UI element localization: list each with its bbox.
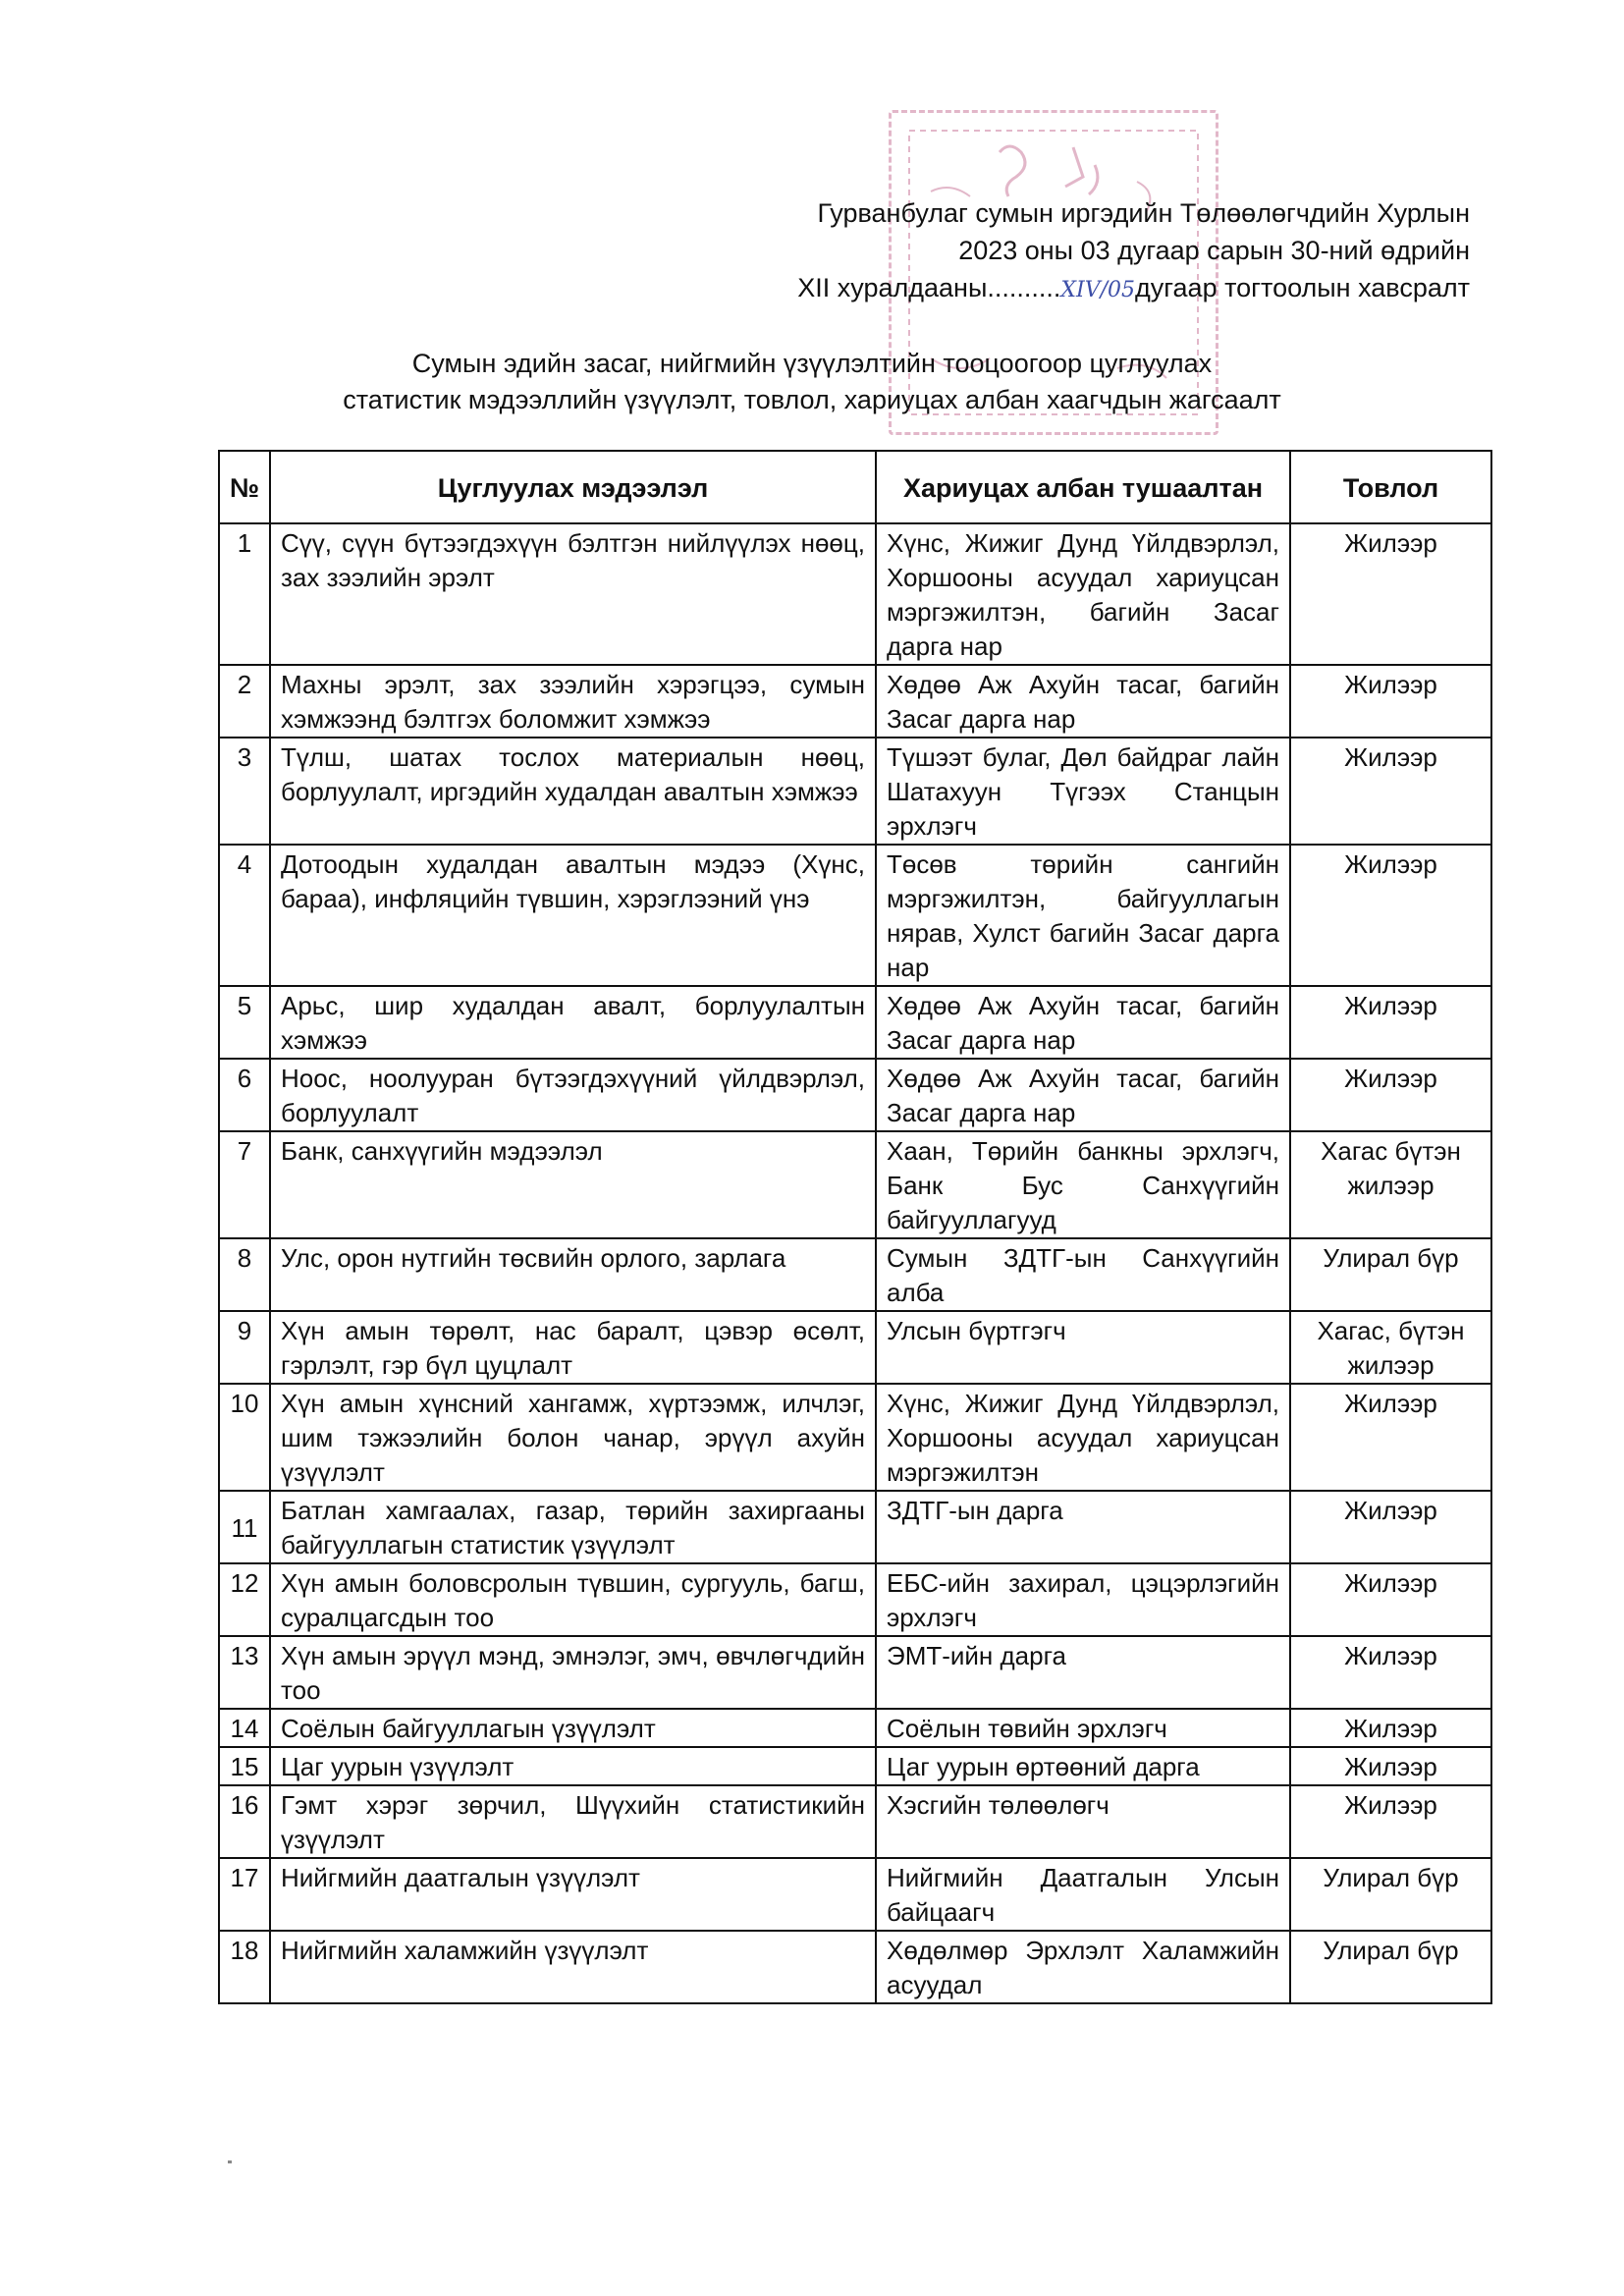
header-responsible: Хариуцах албан тушаалтан <box>876 451 1290 523</box>
row-responsible: Соёлын төвийн эрхлэгч <box>876 1709 1290 1747</box>
row-responsible: ЗДТГ-ын дарга <box>876 1491 1290 1563</box>
row-responsible: ЭМТ-ийн дарга <box>876 1636 1290 1709</box>
title-line-1: Сумын эдийн засаг, нийгмийн үзүүлэлтийн тооцоогоор цуглуулах <box>411 349 1213 378</box>
statistics-table <box>218 450 1492 2004</box>
resolution-session: XII хуралдааны <box>797 273 988 302</box>
row-period: Жилээр <box>1290 665 1491 738</box>
row-info: Улс, орон нутгийн төсвийн орлого, зарлага <box>270 1238 876 1311</box>
row-responsible: Хүнс, Жижиг Дунд Үйлдвэрлэл, Хоршооны асуудал хариуцсан мэргэжилтэн <box>876 1384 1290 1491</box>
row-number: 12 <box>219 1563 270 1636</box>
header-info: Цуглуулах мэдээлэл <box>270 451 876 523</box>
resolution-number-fill: .......... <box>987 273 1061 302</box>
table-row <box>219 1131 1491 1238</box>
table-row <box>219 1384 1491 1491</box>
table-row <box>219 1311 1491 1384</box>
table-header-row <box>219 451 1491 523</box>
row-number: 17 <box>219 1858 270 1931</box>
row-info: Нийгмийн халамжийн үзүүлэлт <box>270 1931 876 2003</box>
row-responsible: Хөдөлмөр Эрхлэлт Халамжийн асуудал <box>876 1931 1290 2003</box>
row-info: Нийгмийн даатгалын үзүүлэлт <box>270 1858 876 1931</box>
table-row <box>219 665 1491 738</box>
row-number: 15 <box>219 1747 270 1785</box>
row-period: Хагас, бүтэн жилээр <box>1290 1311 1491 1384</box>
row-number: 7 <box>219 1131 270 1238</box>
table-row <box>219 1059 1491 1131</box>
row-responsible: Төсөв төрийн сангийн мэргэжилтэн, байгууллагын нярав, Хулст багийн Засаг дарга нар <box>876 845 1290 986</box>
title-line-2: статистик мэдээллийн үзүүлэлт, товлол, хариуцах албан хаагчдын жагсаалт <box>343 385 1281 414</box>
row-number: 13 <box>219 1636 270 1709</box>
table-row <box>219 1747 1491 1785</box>
row-period: Улирал бүр <box>1290 1858 1491 1931</box>
header-line-council: Гурванбулаг сумын иргэдийн Төлөөлөгчдийн Хурлын <box>817 198 1470 228</box>
row-info: Хүн амын боловсролын түвшин, сургууль, багш, суралцагсдын тоо <box>270 1563 876 1636</box>
row-period: Жилээр <box>1290 1384 1491 1491</box>
row-responsible: Нийгмийн Даатгалын Улсын байцаагч <box>876 1858 1290 1931</box>
row-period: Жилээр <box>1290 845 1491 986</box>
table-row <box>219 1491 1491 1563</box>
row-period: Жилээр <box>1290 1747 1491 1785</box>
row-info: Гэмт хэрэг зөрчил, Шүүхийн статистикийн үзүүлэлт <box>270 1785 876 1858</box>
table-row <box>219 523 1491 665</box>
row-number: 16 <box>219 1785 270 1858</box>
row-number: 11 <box>219 1491 270 1563</box>
row-responsible: ЕБС-ийн захирал, цэцэрлэгийн эрхлэгч <box>876 1563 1290 1636</box>
header-line-resolution <box>797 269 1470 309</box>
table-row <box>219 986 1491 1059</box>
row-info: Түлш, шатах тослох материалын нөөц, борлуулалт, иргэдийн худалдан авалтын хэмжээ <box>270 738 876 845</box>
handwritten-resolution-number: XIV/05 <box>1060 278 1136 302</box>
row-responsible: Хүнс, Жижиг Дунд Үйлдвэрлэл, Хоршооны асуудал хариуцсан мэргэжилтэн, багийн Засаг дарга нар <box>876 523 1290 665</box>
document-title <box>0 346 1624 418</box>
row-period: Жилээр <box>1290 1636 1491 1709</box>
header-period: Товлол <box>1290 451 1491 523</box>
row-info: Банк, санхүүгийн мэдээлэл <box>270 1131 876 1238</box>
row-info: Хүн амын эрүүл мэнд, эмнэлэг, эмч, өвчлөгчдийн тоо <box>270 1636 876 1709</box>
table-row <box>219 1563 1491 1636</box>
row-responsible: Хөдөө Аж Ахуйн тасаг, багийн Засаг дарга нар <box>876 986 1290 1059</box>
table-row <box>219 1931 1491 2003</box>
table-row <box>219 1858 1491 1931</box>
row-number: 10 <box>219 1384 270 1491</box>
header-number: № <box>219 451 270 523</box>
row-info: Арьс, шир худалдан авалт, борлуулалтын хэмжээ <box>270 986 876 1059</box>
row-number: 9 <box>219 1311 270 1384</box>
row-period: Улирал бүр <box>1290 1931 1491 2003</box>
row-period: Жилээр <box>1290 738 1491 845</box>
row-number: 5 <box>219 986 270 1059</box>
row-responsible: Хаан, Төрийн банкны эрхлэгч, Банк Бус Санхүүгийн байгууллагууд <box>876 1131 1290 1238</box>
row-info: Ноос, ноолууран бүтээгдэхүүний үйлдвэрлэл, борлуулалт <box>270 1059 876 1131</box>
row-number: 18 <box>219 1931 270 2003</box>
row-period: Хагас бүтэн жилээр <box>1290 1131 1491 1238</box>
row-number: 8 <box>219 1238 270 1311</box>
scan-speck <box>228 2160 232 2163</box>
row-responsible: Хөдөө Аж Ахуйн тасаг, багийн Засаг дарга нар <box>876 665 1290 738</box>
row-period: Жилээр <box>1290 1709 1491 1747</box>
row-info: Хүн амын хүнсний хангамж, хүртээмж, илчлэг, шим тэжээлийн болон чанар, эрүүл ахуйн үзүүлэлт <box>270 1384 876 1491</box>
row-responsible: Цаг уурын өртөөний дарга <box>876 1747 1290 1785</box>
table-row <box>219 1709 1491 1747</box>
row-info: Сүү, сүүн бүтээгдэхүүн бэлтгэн нийлүүлэх нөөц, зах зээлийн эрэлт <box>270 523 876 665</box>
row-period: Жилээр <box>1290 986 1491 1059</box>
row-number: 3 <box>219 738 270 845</box>
row-info: Махны эрэлт, зах зээлийн хэрэгцээ, сумын хэмжээнд бэлтгэх боломжит хэмжээ <box>270 665 876 738</box>
row-number: 6 <box>219 1059 270 1131</box>
table-row <box>219 845 1491 986</box>
row-number: 2 <box>219 665 270 738</box>
row-info: Батлан хамгаалах, газар, төрийн захиргааны байгууллагын статистик үзүүлэлт <box>270 1491 876 1563</box>
table-row <box>219 738 1491 845</box>
row-responsible: Улсын бүртгэгч <box>876 1311 1290 1384</box>
row-number: 4 <box>219 845 270 986</box>
row-period: Жилээр <box>1290 1059 1491 1131</box>
document-header <box>797 194 1470 309</box>
header-line-date: 2023 оны 03 дугаар сарын 30-ний өдрийн <box>958 236 1470 265</box>
table-row <box>219 1785 1491 1858</box>
row-responsible: Сумын ЗДТГ-ын Санхүүгийн алба <box>876 1238 1290 1311</box>
row-responsible: Түшээт булаг, Дөл байдраг лайн Шатахуун Түгээх Станцын эрхлэгч <box>876 738 1290 845</box>
row-number: 1 <box>219 523 270 665</box>
table-row <box>219 1238 1491 1311</box>
row-period: Жилээр <box>1290 1785 1491 1858</box>
row-responsible: Хэсгийн төлөөлөгч <box>876 1785 1290 1858</box>
row-period: Жилээр <box>1290 1491 1491 1563</box>
row-info: Хүн амын төрөлт, нас баралт, цэвэр өсөлт, гэрлэлт, гэр бүл цуцлалт <box>270 1311 876 1384</box>
row-period: Улирал бүр <box>1290 1238 1491 1311</box>
row-info: Дотоодын худалдан авалтын мэдээ (Хүнс, бараа), инфляцийн түвшин, хэрэглээний үнэ <box>270 845 876 986</box>
resolution-suffix: дугаар тогтоолын хавсралт <box>1135 273 1470 302</box>
row-info: Цаг уурын үзүүлэлт <box>270 1747 876 1785</box>
row-period: Жилээр <box>1290 523 1491 665</box>
table-row <box>219 1636 1491 1709</box>
row-number: 14 <box>219 1709 270 1747</box>
row-period: Жилээр <box>1290 1563 1491 1636</box>
row-responsible: Хөдөө Аж Ахуйн тасаг, багийн Засаг дарга нар <box>876 1059 1290 1131</box>
row-info: Соёлын байгууллагын үзүүлэлт <box>270 1709 876 1747</box>
